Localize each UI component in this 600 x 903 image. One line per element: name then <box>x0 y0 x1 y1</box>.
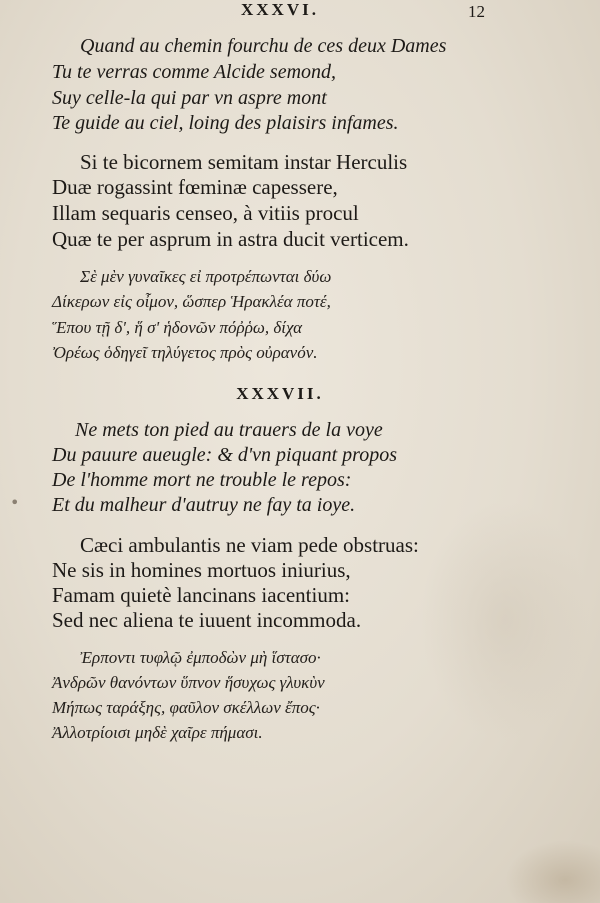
verse-line: Ne sis in homines mortuos iniurius, <box>52 558 351 582</box>
page-number: 12 <box>468 2 485 21</box>
verse-line: Illam sequaris censeo, à vitiis procul <box>52 201 359 225</box>
verse-line: Famam quietè lancinans iacentium: <box>52 583 350 607</box>
emblem-heading: XXXVII. <box>236 384 324 403</box>
verse-line: Δίκερων εἰς οἶμον, ὥσπερ Ἡρακλέα ποτέ, <box>52 292 331 311</box>
running-head: XXXVI. <box>241 0 319 19</box>
verse-line: Quæ te per asprum in astra ducit verticem. <box>52 227 409 251</box>
verse-line: Suy celle-la qui par vn aspre mont <box>52 87 327 109</box>
margin-mark: • <box>10 493 20 512</box>
verse-line: De l'homme mort ne trouble le repos: <box>52 469 352 491</box>
verse-line: Si te bicornem semitam instar Herculis <box>80 150 408 174</box>
verse-line: Ἕπου τῇ δ', ἥ σ' ἡδονῶν πόῤῥω, δίχα <box>52 318 303 337</box>
verse-line: Ἐρποντι τυφλῷ ἐμποδὼν μὴ ἵστασο· <box>80 648 321 667</box>
verse-line: Et du malheur d'autruy ne fay ta ioye. <box>52 494 356 516</box>
verse-line: Σὲ μὲν γυναῖκες εἰ προτρέπωνται δύω <box>80 267 332 286</box>
verse-line: Ἀλλοτρίοισι μηδὲ χαῖρε πήμασι. <box>52 723 263 742</box>
verse-line: Du pauure aueugle: & d'vn piquant propos <box>52 444 397 466</box>
verse-line: Ἀνδρῶν θανόντων ὕπνον ἥσυχως γλυκὺν <box>52 673 325 692</box>
verse-line: Cæci ambulantis ne viam pede obstruas: <box>80 533 419 557</box>
verse-line: Ὀρέως ὁδηγεῖ τηλύγετος πρὸς οὐρανόν. <box>52 343 318 362</box>
paper-stain <box>420 500 590 740</box>
verse-line: Tu te verras comme Alcide semond, <box>52 61 337 83</box>
verse-line: Μήπως ταράξης, φαῦλον σκέλλων ἔπος· <box>52 698 320 717</box>
verse-line: Sed nec aliena te iuuent incommoda. <box>52 608 362 632</box>
verse-line: Quand au chemin fourchu de ces deux Dames <box>80 35 447 57</box>
paper-stain <box>505 840 600 903</box>
verse-line: Ne mets ton pied au trauers de la voye <box>75 419 383 441</box>
verse-line: Duæ rogassint fœminæ capessere, <box>52 175 338 199</box>
verse-line: Te guide au ciel, loing des plaisirs infames. <box>52 112 399 134</box>
